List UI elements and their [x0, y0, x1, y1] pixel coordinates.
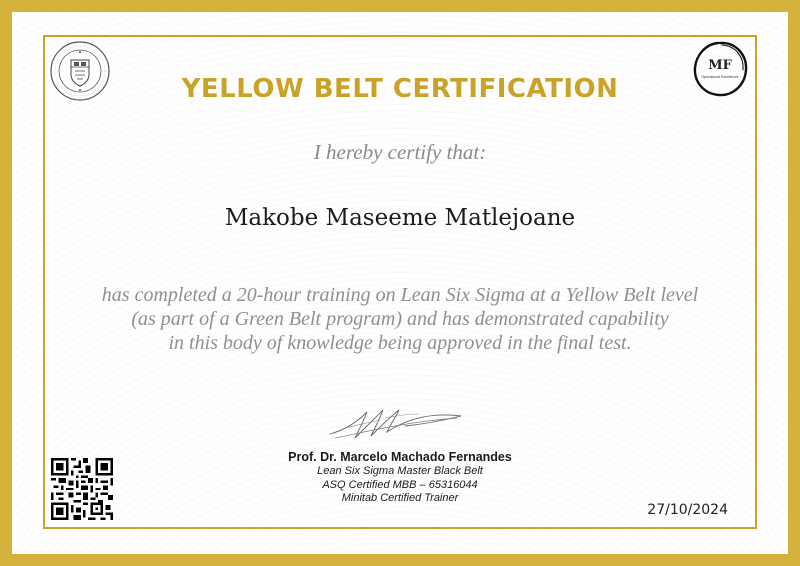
credential-line: Minitab Certified Trainer	[341, 492, 459, 504]
certificate-title: YELLOW BELT CERTIFICATION	[181, 74, 619, 104]
statement-line: has completed a 20-hour training on Lean Six Sigma at a Yellow Belt level	[101, 284, 699, 306]
certify-line: I hereby certify that:	[313, 140, 487, 164]
statement-line: in this body of knowledge being approved in the final test.	[168, 332, 632, 354]
signer-credentials	[0, 465, 800, 506]
statement	[60, 283, 740, 355]
qr-code-icon[interactable]	[51, 458, 113, 520]
mf-logo-text: MF	[708, 58, 732, 73]
signature-icon	[325, 404, 465, 444]
credential-line: ASQ Certified MBB – 65316044	[322, 478, 478, 491]
issue-date: 27/10/2024	[647, 502, 728, 518]
statement-line: (as part of a Green Belt program) and has demonstrated capability	[131, 308, 669, 330]
credential-line: Lean Six Sigma Master Black Belt	[317, 465, 483, 477]
signer-name: Prof. Dr. Marcelo Machado Fernandes	[288, 450, 512, 464]
mf-logo-subtext: Operational Excellence	[701, 75, 739, 79]
recipient-name: Makobe Maseeme Matlejoane	[224, 205, 576, 231]
